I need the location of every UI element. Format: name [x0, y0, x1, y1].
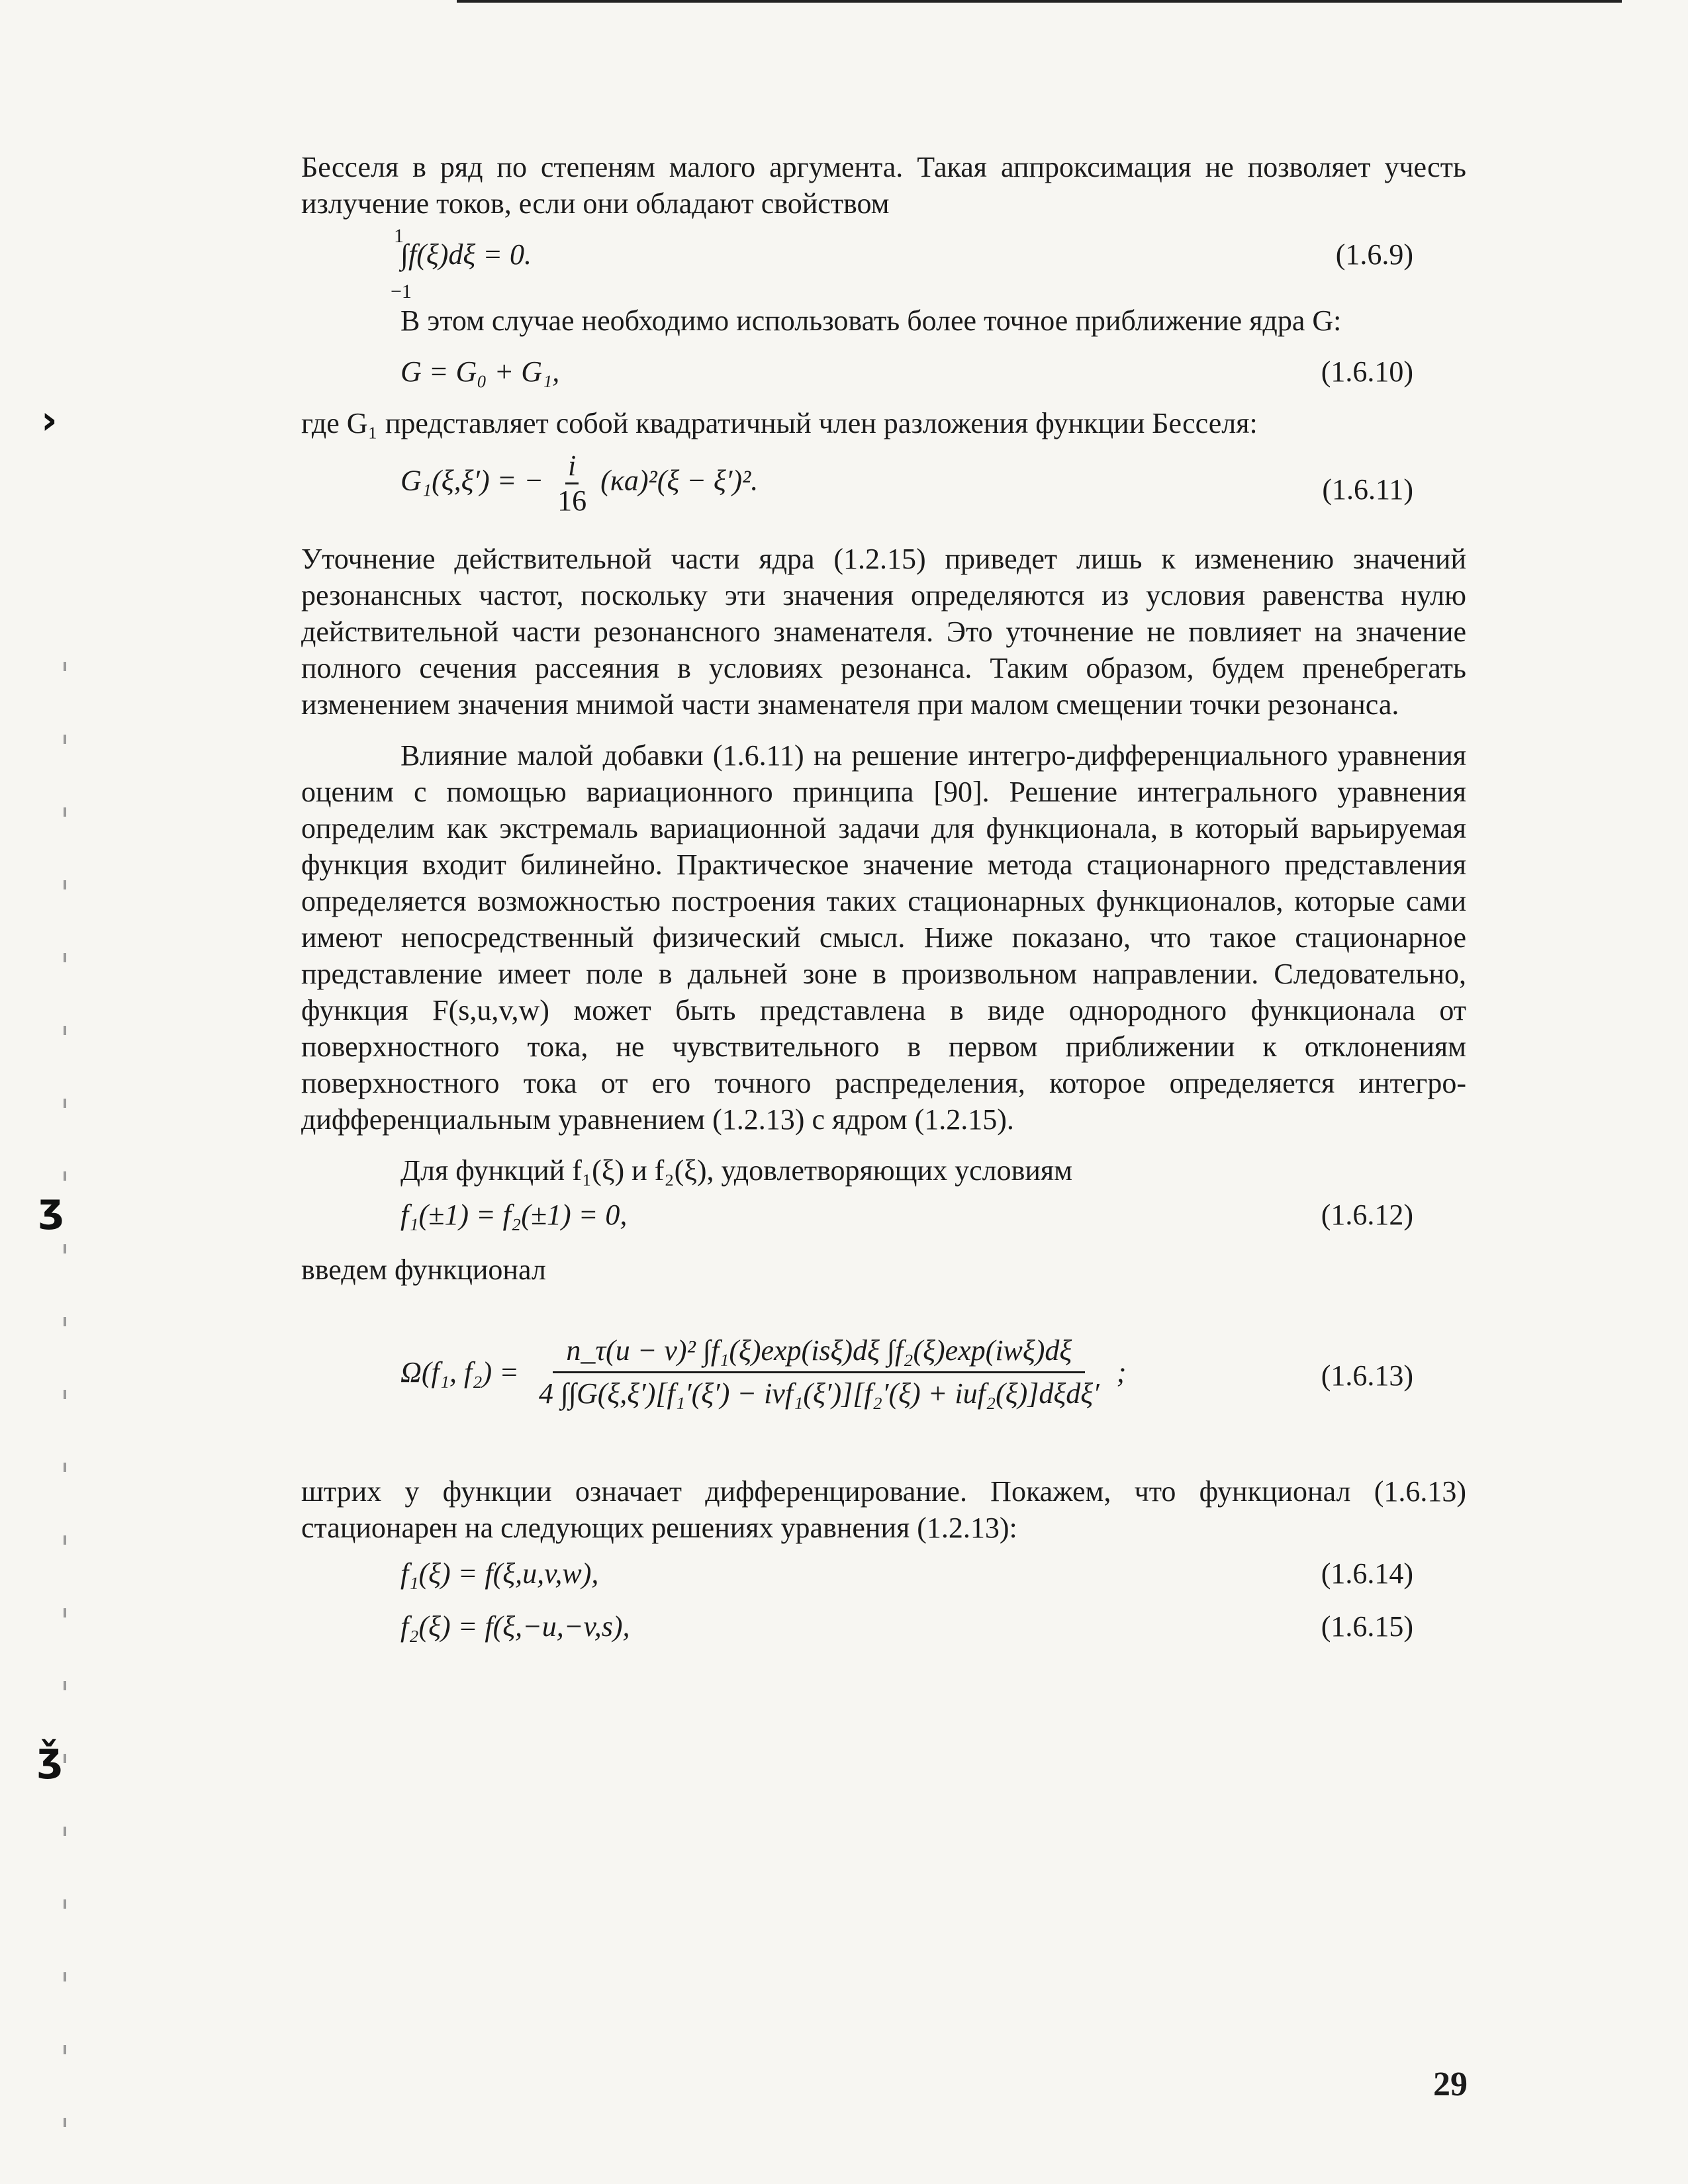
equation-text: f₁(ξ) = f(ξ,u,v,w),	[400, 1557, 599, 1590]
binding-mark-hook: ʒ	[38, 1185, 64, 1231]
equation-text: ∫f(ξ)dξ = 0.	[400, 238, 532, 271]
fraction-denominator: 4 ∫∫G(ξ,ξ′)[f₁′(ξ′) − ivf₁(ξ′)][f₂′(ξ) + iuf₂(ξ)]dξdξ′	[538, 1377, 1100, 1410]
fraction-numerator: n_τ(u − v)² ∫f₁(ξ)exp(isξ)dξ ∫f₂(ξ)exp(iwξ)dξ	[553, 1334, 1085, 1373]
paragraph-2: В этом случае необходимо использовать более точное приближение ядра G:	[400, 304, 1342, 337]
integral-upper-limit: 1	[394, 225, 404, 247]
equation-1-6-11	[301, 441, 1466, 541]
equation-text: G = G₀ + G₁,	[400, 355, 560, 388]
equation-1-6-10	[301, 339, 1466, 405]
paragraph-7: введем функционал	[301, 1253, 546, 1286]
equation-number: (1.6.12)	[1321, 1199, 1413, 1231]
equation-1-6-9	[301, 222, 1466, 302]
page-body	[301, 149, 1466, 1665]
equation-body	[400, 1334, 1126, 1410]
fraction-numerator: i	[565, 449, 579, 484]
equation-rhs: (κa)²(ξ − ξ′)².	[600, 464, 759, 497]
fraction	[526, 1334, 1113, 1410]
equation-number: (1.6.13)	[1321, 1359, 1413, 1392]
page-number: 29	[1433, 2066, 1468, 2103]
equation-1-6-15	[301, 1606, 1466, 1665]
equation-number: (1.6.14)	[1321, 1557, 1413, 1590]
equation-text: f₂(ξ) = f(ξ,−u,−v,s),	[400, 1610, 630, 1643]
equation-lhs: Ω(f₁, f₂) =	[400, 1356, 519, 1388]
paragraph-6: Для функций f₁(ξ) и f₂(ξ), удовлетворяющих условиям	[400, 1154, 1072, 1187]
binding-mark-arrow: ›	[41, 397, 58, 443]
integral-lower-limit: −1	[391, 281, 412, 302]
binding-mark-blot: ǯ	[37, 1734, 60, 1780]
paragraph-8: штрих у функции означает дифференцирование. Покажем, что функционал (1.6.13) стационарен на следующих решениях уравнения (1.2.13):	[301, 1475, 1466, 1544]
scan-top-border	[457, 0, 1622, 3]
binding-margin-dots	[64, 662, 66, 2184]
equation-lhs: G₁(ξ,ξ′) = −	[400, 464, 544, 497]
fraction-denominator: 16	[557, 484, 587, 517]
equation-1-6-13	[301, 1288, 1466, 1473]
equation-number: (1.6.15)	[1321, 1610, 1413, 1643]
equation-1-6-12	[301, 1189, 1466, 1251]
paragraph-1: Бесселя в ряд по степеням малого аргумента. Такая аппроксимация не позволяет учесть излучение токов, если они обладают свойством	[301, 151, 1466, 220]
fraction	[555, 449, 589, 518]
equation-number: (1.6.11)	[1322, 473, 1413, 506]
equation-number: (1.6.10)	[1321, 355, 1413, 388]
equation-number: (1.6.9)	[1335, 238, 1413, 271]
paragraph-5: Влияние малой добавки (1.6.11) на решение интегро-дифференциального уравнения оценим с помощью вариационного принципа [90]. Решение интегрального уравнения определим как экстремаль вариационной задачи для функционала, в который варьируемая функция входит билинейно. Практическое значение метода стационарного представления определяется возможностью построения таких стационарных функционалов, которые сами имеют непосредственный физический смысл. Ниже показано, что такое стационарное представление имеет поле в дальней зоне в произвольном направлении. Следовательно, функция F(s,u,v,w) может быть представлена в виде однородного функционала от поверхностного тока, не чувствительного в первом приближении к отклонениям поверхностного тока от его точного распределения, которое определяется интегро-дифференциальным уравнением (1.2.13) с ядром (1.2.15).	[301, 739, 1466, 1136]
equation-1-6-14	[301, 1546, 1466, 1606]
equation-text: f₁(±1) = f₂(±1) = 0,	[400, 1199, 628, 1231]
equation-trail: ;	[1116, 1356, 1127, 1388]
equation-body	[400, 449, 758, 518]
paragraph-4: Уточнение действительной части ядра (1.2.15) приведет лишь к изменению значений резонансных частот, поскольку эти значения определяются из условия равенства нулю действительной части резонансного знаменателя. Это уточнение не повлияет на значение полного сечения рассеяния в условиях резонанса. Таким образом, будем пренебрегать изменением значения мнимой части знаменателя при малом смещении точки резонанса.	[301, 543, 1466, 721]
paragraph-3: где G₁ представляет собой квадратичный член разложения функции Бесселя:	[301, 407, 1258, 439]
